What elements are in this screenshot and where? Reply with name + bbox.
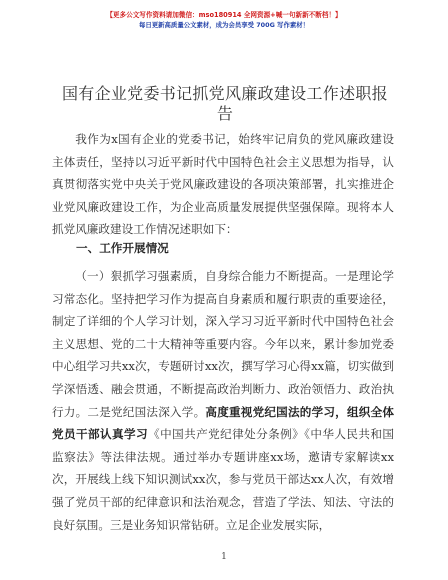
section-heading-1: 一、工作开展情况 <box>76 241 169 255</box>
promo-banner-line-2: 每日更新高质量公文素材，成为会员享受 700G 写作素材！ <box>138 21 310 29</box>
promo-banner-line-1: 【更多公文写作资料请加微信：mso180914 全网资源+喊一句新新不断档！】 <box>106 11 342 19</box>
document-title: 国有企业党委书记抓党风廉政建设工作述职报告 <box>61 84 388 123</box>
paragraph-text-bold: 高度重视党纪国法的学习，组织全体党员干部认真学习 <box>52 404 394 442</box>
paragraph-text-regular-cont: 《中国共产党纪律处分条例》《中华人民共和国监察法》等法律法规。通过举办专题讲座xx场，邀请专家解读xx次，开展线上线下知识测试xx次，参与党员干部达xx人次，有效增强了党员干部的纪律意识和法治观念，营造了学法、知法、守法的良好氛围。三是业务知识常钻研。立足企业发展实际， <box>52 427 394 532</box>
paragraph-text-regular: （一）狠抓学习强素质，自身综合能力不断提高。一是理论学习常态化。坚持把学习作为提高自身素质和履行职责的重要途径，制定了详细的个人学习计划，深入学习习近平新时代中国特色社会主义思想、党的二十大精神等重要内容。今年以来，累计参加党委中心组学习共xx次，专题研讨xx次，撰写学习心得xx篇，切实做到学深悟透、融会贯通，不断提高政治判断力、政治领悟力、政治执行力。二是党纪国法深入学。 <box>52 269 394 419</box>
page-number: 1 <box>221 552 227 562</box>
intro-paragraph: 我作为x国有企业的党委书记，始终牢记肩负的党风廉政建设主体责任，坚持以习近平新时代中国特色社会主义思想为指导，认真贯彻落实党中央关于党风廉政建设的各项决策部署，扎实推进企业党风廉政建设工作，为企业高质量发展提供坚强保障。现将本人抓党风廉政建设工作情况述职如下： <box>52 132 394 237</box>
section-1-paragraph-1 <box>52 265 394 536</box>
